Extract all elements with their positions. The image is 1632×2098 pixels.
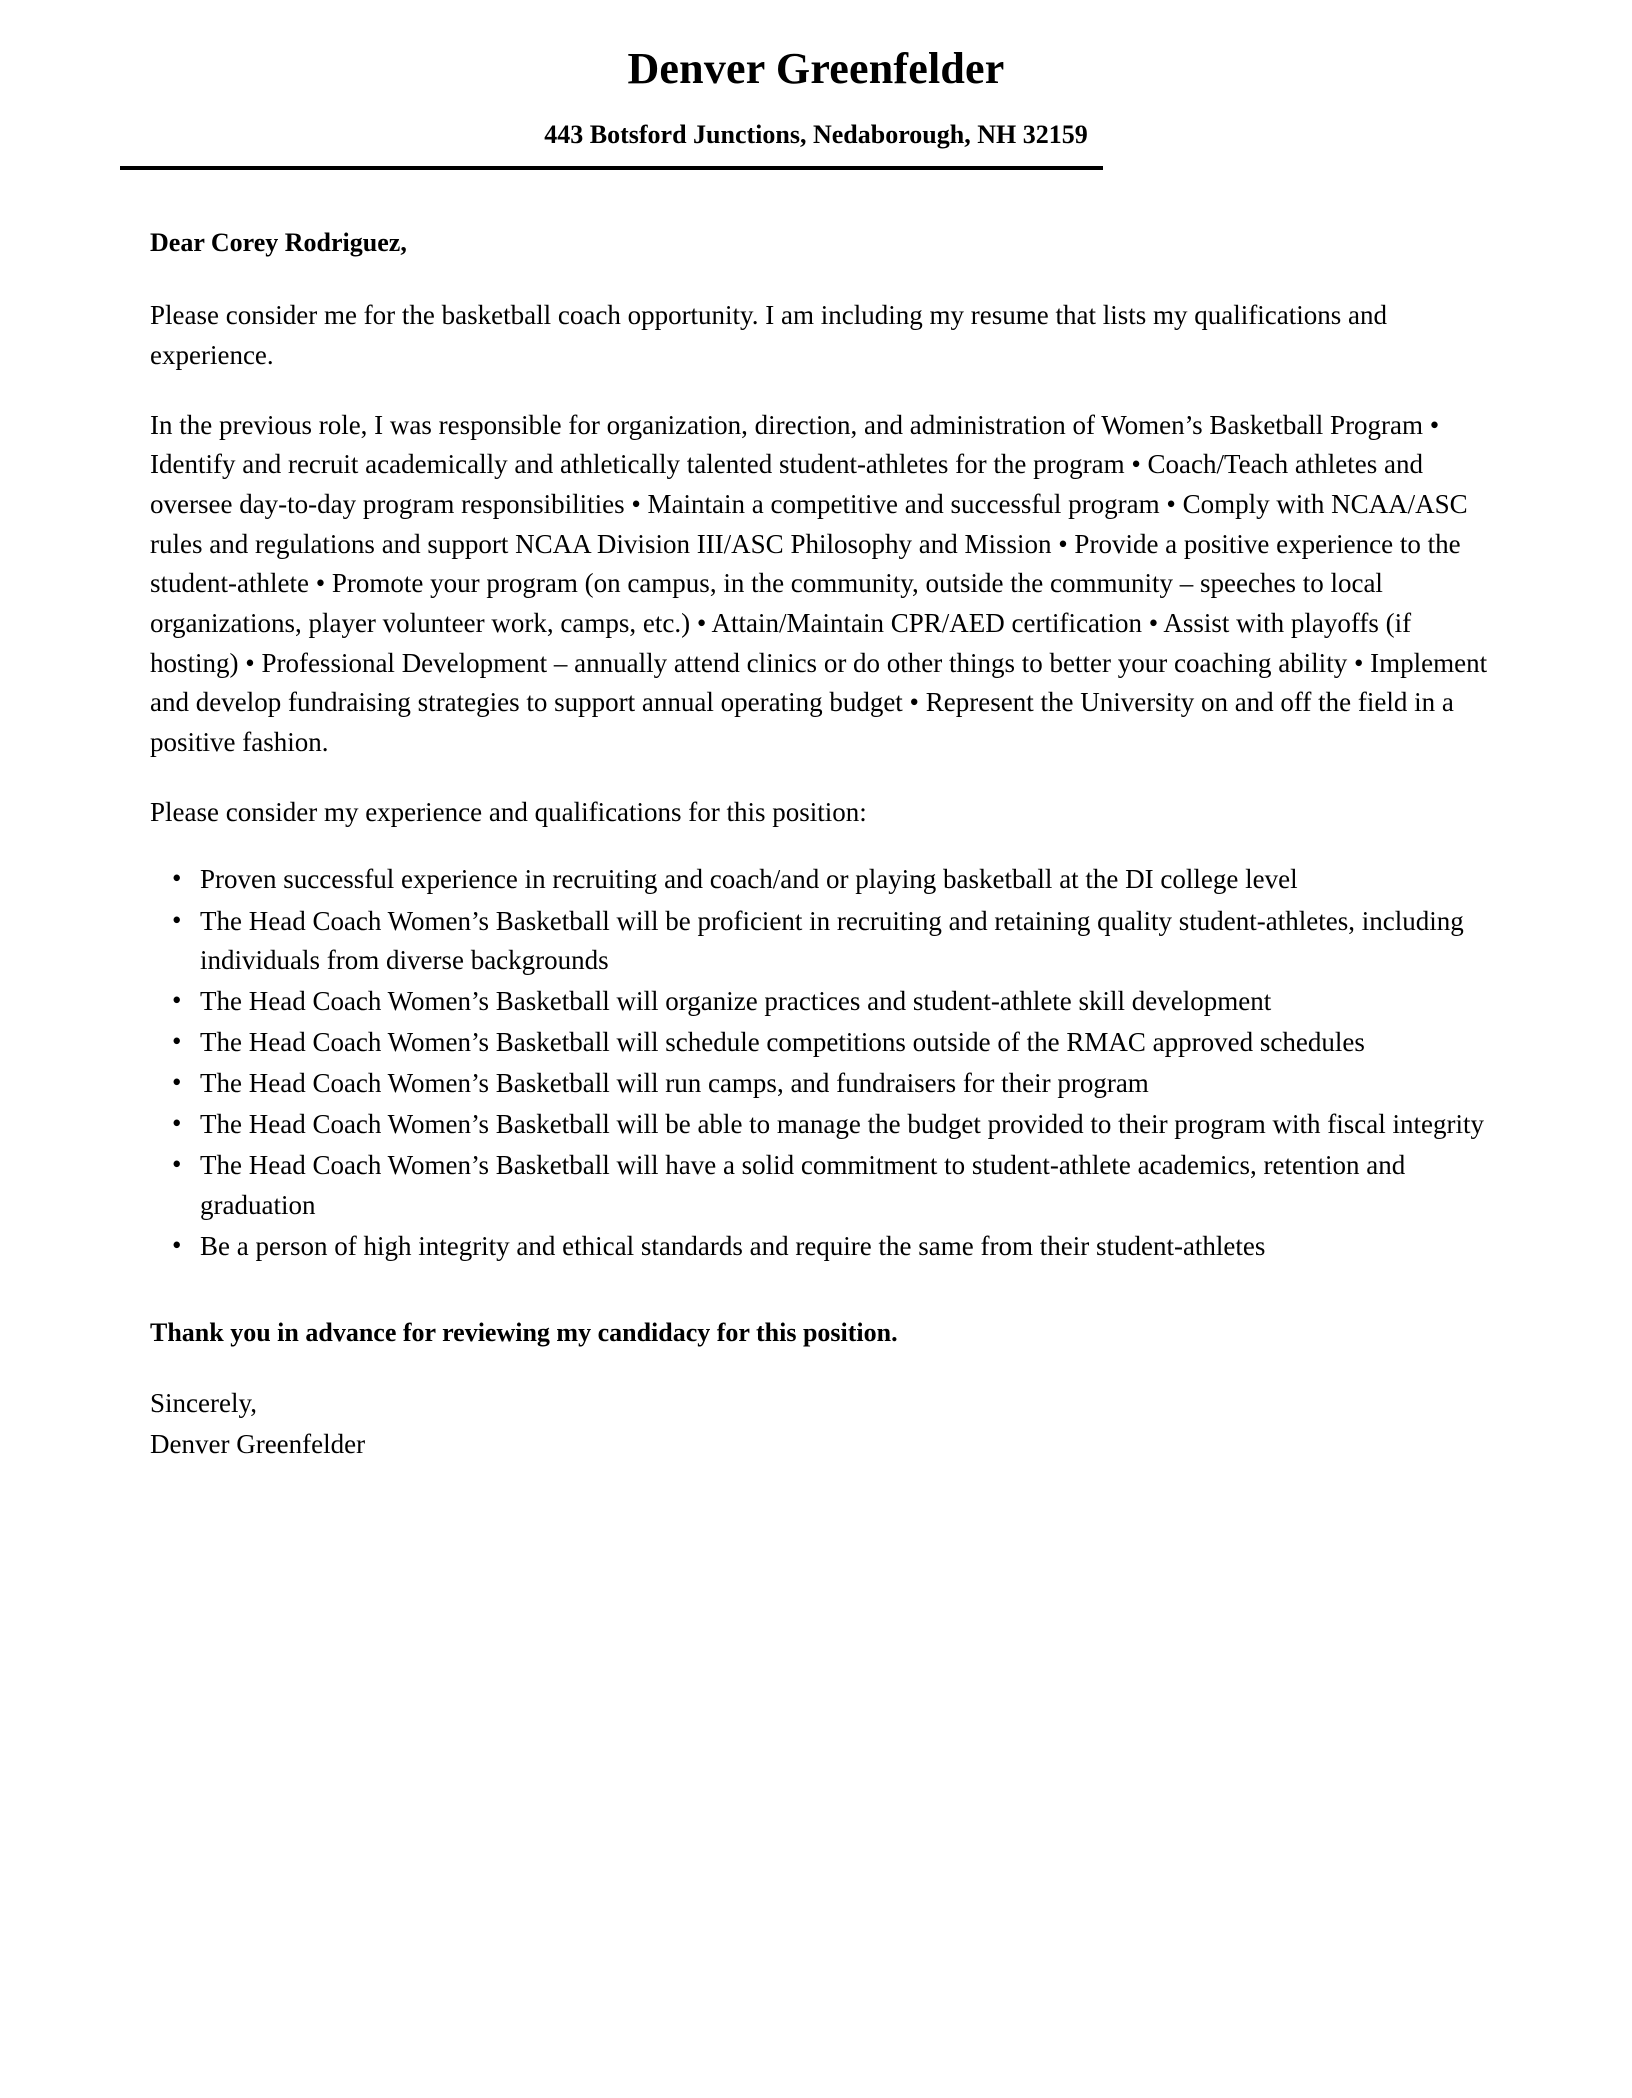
thank-you-line: Thank you in advance for reviewing my candidacy for this position. xyxy=(150,1317,898,1347)
qualifications-list xyxy=(150,860,1492,1265)
list-item: • The Head Coach Women’s Basketball will have a solid commitment to student-athlete academics, retention and graduation xyxy=(150,1146,1492,1224)
list-item: • The Head Coach Women’s Basketball will organize practices and student-athlete skill development xyxy=(150,982,1492,1021)
paragraph-qualifications-intro: Please consider my experience and qualifications for this position: xyxy=(150,796,867,827)
closing-word: Sincerely, xyxy=(150,1388,257,1419)
paragraph-intro: Please consider me for the basketball coach opportunity. I am including my resume that lists my qualifications and experience. xyxy=(150,300,1387,370)
page-title: Denver Greenfelder xyxy=(627,44,1005,93)
signature-block xyxy=(150,1383,1492,1464)
salutation: Dear Corey Rodriguez, xyxy=(150,228,407,258)
letterhead xyxy=(0,0,1632,170)
letter-body xyxy=(150,170,1492,1464)
address-line: 443 Botsford Junctions, Nedaborough, NH 32159 xyxy=(544,120,1088,150)
list-item: • The Head Coach Women’s Basketball will schedule competitions outside of the RMAC approved schedules xyxy=(150,1023,1492,1062)
list-item: • The Head Coach Women’s Basketball will be proficient in recruiting and retaining quality student-athletes, including individuals from diverse backgrounds xyxy=(150,902,1492,980)
list-item: • The Head Coach Women’s Basketball will run camps, and fundraisers for their program xyxy=(150,1064,1492,1103)
list-item: • The Head Coach Women’s Basketball will be able to manage the budget provided to their program with fiscal integrity xyxy=(150,1105,1492,1144)
paragraph-previous-role: In the previous role, I was responsible for organization, direction, and administration of Women’s Basketball Program • Identify and recruit academically and athletically talented student-athletes for the program • Coach/Teach athletes and oversee day-to-day program responsibilities • Maintain a competitive and successful program • Comply with NCAA/ASC rules and regulations and support NCAA Division III/ASC Philosophy and Mission • Provide a positive experience to the student-athlete • Promote your program (on campus, in the community, outside the community – speeches to local organizations, player volunteer work, camps, etc.) • Attain/Maintain CPR/AED certification • Assist with playoffs (if hosting) • Professional Development – annually attend clinics or do other things to better your coaching ability • Implement and develop fundraising strategies to support annual operating budget • Represent the University on and off the field in a positive fashion. xyxy=(150,409,1488,758)
signature-name: Denver Greenfelder xyxy=(150,1428,366,1459)
list-item: • Be a person of high integrity and ethical standards and require the same from their student-athletes xyxy=(150,1227,1492,1266)
list-item: • Proven successful experience in recruiting and coach/and or playing basketball at the DI college level xyxy=(150,860,1492,899)
